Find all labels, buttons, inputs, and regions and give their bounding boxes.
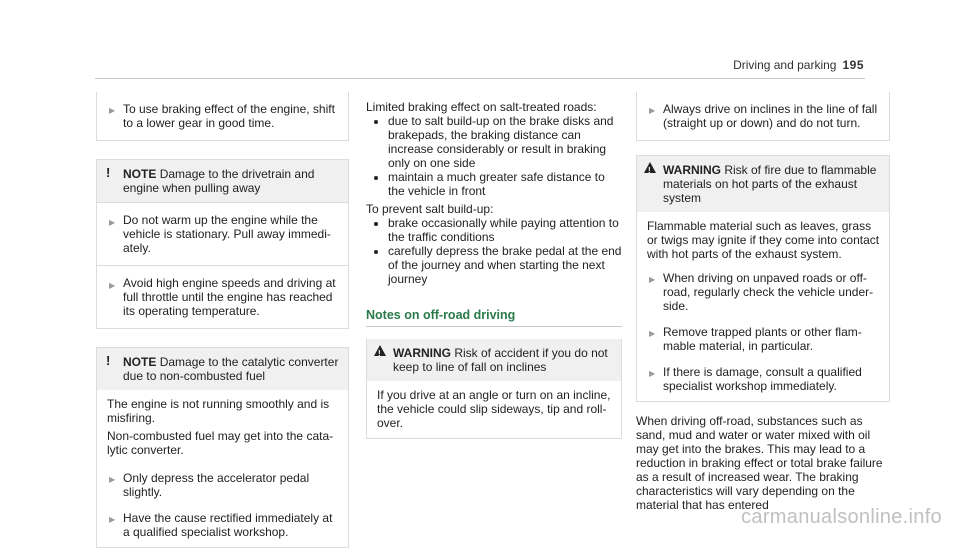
- step-text: When driving on unpaved roads or off-road, regularly check the vehicle under-side.: [663, 271, 874, 313]
- bullet-list: [366, 216, 622, 286]
- warning-triangle-icon: !: [374, 345, 386, 356]
- arrow-icon: ▶: [109, 475, 116, 484]
- arrow-icon: ▶: [649, 275, 656, 284]
- page-header: [733, 58, 864, 72]
- instruction-step: [637, 265, 889, 319]
- notice-header: [97, 348, 348, 390]
- header-divider: [95, 78, 865, 79]
- notice-title: Damage to the catalytic converter due to non-combusted fuel: [123, 355, 339, 383]
- warning-header: [637, 156, 889, 212]
- warning-header: [367, 339, 621, 381]
- notice-paragraph: The engine is not running smoothly and is misfiring.: [107, 397, 330, 425]
- warning-fire: [636, 155, 890, 402]
- paragraph: To prevent salt build-up:: [366, 202, 494, 216]
- bullet-list: [366, 114, 622, 198]
- column-1: [96, 92, 349, 548]
- section-name: Driving and parking: [733, 58, 837, 72]
- notice-label: NOTE: [123, 167, 157, 181]
- instruction-step: [637, 359, 889, 401]
- notice-paragraph: Non-combusted fuel may get into the cata-lytic converter.: [107, 429, 334, 457]
- arrow-icon: ▶: [109, 106, 116, 115]
- instruction-step: [97, 98, 348, 134]
- notice-body: [97, 390, 348, 465]
- column-2: [366, 100, 622, 439]
- instruction-step: [96, 203, 349, 266]
- instruction-step: [637, 319, 889, 359]
- warning-body: If you drive at an angle or turn on an incline, the vehicle could slip sideways, tip and roll-over.: [377, 388, 611, 430]
- page-number: 195: [842, 58, 864, 72]
- step-text: Do not warm up the engine while the vehicle is stationary. Pull away immedi-ately.: [123, 213, 331, 255]
- column-3: [636, 92, 890, 512]
- warning-incline: [366, 339, 622, 439]
- instruction-step: [96, 266, 349, 329]
- warning-triangle-icon: !: [644, 162, 656, 173]
- step-text: Remove trapped plants or other flam-mable material, in particular.: [663, 325, 862, 353]
- incline-step-box: [636, 92, 890, 141]
- notice-catalytic-converter: [96, 347, 349, 548]
- step-text: Always drive on inclines in the line of fall (straight up or down) and do not turn.: [663, 102, 878, 130]
- arrow-icon: ▶: [109, 281, 116, 290]
- warning-title: Risk of fire due to flammable materials on hot parts of the exhaust system: [663, 163, 877, 205]
- step-text: Have the cause rectified immediately at a qualified specialist workshop.: [123, 511, 333, 539]
- warning-body: Flammable material such as leaves, grass or twigs may ignite if they come into contact with hot parts of the exhaust system.: [647, 219, 880, 261]
- paragraph: Limited braking effect on salt-treated roads:: [366, 100, 597, 114]
- list-item: • due to salt build-up on the brake disks and brakepads, the braking distance can increase considerably or result in braking only on one side: [388, 114, 622, 170]
- instruction-step: [637, 98, 889, 134]
- list-item: • brake occasionally while paying attention to the traffic conditions: [388, 216, 622, 244]
- arrow-icon: ▶: [649, 329, 656, 338]
- step-text: Avoid high engine speeds and driving at full throttle until the engine has reached its operating temperature.: [123, 276, 336, 318]
- notice-label: NOTE: [123, 355, 157, 369]
- warning-label: WARNING: [393, 346, 451, 360]
- instruction-step: [97, 465, 348, 505]
- step-text: If there is damage, consult a qualified specialist workshop immediately.: [663, 365, 862, 393]
- list-item: • maintain a much greater safe distance to the vehicle in front: [388, 170, 622, 198]
- step-text: Only depress the accelerator pedal slightly.: [123, 471, 310, 499]
- watermark: carmanualsonline.info: [741, 506, 942, 528]
- arrow-icon: ▶: [649, 369, 656, 378]
- off-road-closing-text: When driving off-road, substances such as sand, mud and water or water mixed with oil may get into the brakes. This may lead to a reduction in braking effect or total brake failure as a result of increased wear. The braking characteristics will vary depending on the material that has entered: [636, 414, 883, 512]
- salt-roads-text: [366, 100, 622, 286]
- warning-label: WARNING: [663, 163, 721, 177]
- notice-icon: !: [106, 165, 111, 180]
- warning-title: Risk of accident if you do not keep to line of fall on inclines: [393, 346, 608, 374]
- arrow-icon: ▶: [649, 106, 656, 115]
- arrow-icon: ▶: [109, 515, 116, 524]
- notice-drivetrain: [96, 159, 349, 203]
- arrow-icon: ▶: [109, 218, 116, 227]
- list-item: • carefully depress the brake pedal at the end of the journey and when starting the next journey: [388, 244, 622, 286]
- section-heading: Notes on off-road driving: [366, 308, 622, 327]
- instruction-step: [97, 505, 348, 547]
- engine-braking-step-box: [96, 92, 349, 141]
- notice-title: Damage to the drivetrain and engine when pulling away: [123, 167, 315, 195]
- notice-icon: !: [106, 353, 111, 368]
- notice-header: [97, 160, 348, 202]
- step-text: To use braking effect of the engine, shift to a lower gear in good time.: [123, 102, 335, 130]
